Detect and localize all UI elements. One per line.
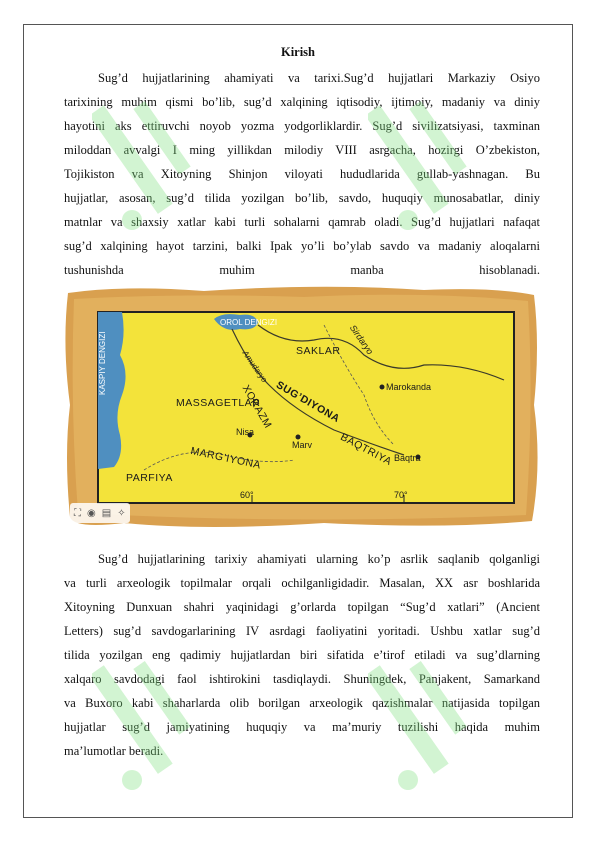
p1-text — [64, 66, 540, 282]
text-line: Tojikiston va Xitoyning Shinjon viloyati hududlarida gullab-yashnagan. Bu — [64, 167, 540, 181]
text-line: Sug’d hujjatlarining ahamiyati va tarixi.Sug’d hujjatlari Markaziy Osiyo — [98, 71, 540, 85]
paragraph-2 — [64, 547, 540, 763]
text-line: xalqaro savdodagi faol ishtirokini tasdiqlaydi. Shuningdek, Panjakent, Samarkand — [64, 672, 540, 686]
text-line: miloddan avvalgi I ming yillikdan milodiy VIII asrgacha, hozirgi O’zbekiston, — [64, 143, 540, 157]
text-line: hujjatlar, asosan, sug’d tilida yozilgan bo’lib, savdo, huquqiy munosabatlar, diniy — [64, 191, 540, 205]
label-margiyona: MARG’IYONA — [189, 445, 262, 472]
label-sirdaryo: Sirdaryo — [347, 323, 376, 357]
text-line: matnlar va shaxsiy xatlar kabi turli sohalarni qamrab oladi. Sug’d hujjatlari nafaqat — [64, 215, 540, 229]
label-kaspiy: KASPIY DENGIZI — [98, 331, 107, 395]
marokanda-dot — [380, 385, 385, 390]
crop-icon[interactable]: ⛶ — [74, 507, 81, 519]
text-line: Letters) sug’d savdogarlarining IV asrdagi faoliyatini yoritadi. Ushbu xatlar sug’d — [64, 624, 540, 638]
label-parfiya: PARFIYA — [126, 472, 173, 484]
text-line: sug’d xalqining hayot tarzini, balki Ipak yo’li bo’ylab savdo va madaniy aloqalarni — [64, 239, 540, 253]
label-xorazm: XORAZM — [239, 383, 274, 431]
clipboard-icon[interactable]: ▤ — [101, 507, 112, 519]
text-line: tilida yozilgan eng qadimiy hujjatlardan biri sifatida e’tirof etiladi va sug’dlarning — [64, 648, 540, 662]
text-line: va turli arxeologik topilmalar orqali ochilganligidadir. Masalan, XX asr boshlarida — [64, 576, 540, 590]
label-saklar: SAKLAR — [296, 345, 341, 357]
label-orol: OROL DENGIZI — [220, 318, 278, 327]
label-70: 70° — [394, 490, 408, 500]
label-sugdiyona: SUG’DIYONA — [274, 379, 342, 426]
text-line: tushunishda muhim manba hisoblanadi. — [64, 263, 540, 277]
historical-map — [64, 285, 540, 528]
label-baqtra: Baqtra — [394, 453, 421, 463]
marv-dot — [296, 435, 301, 440]
label-nisa: Nisa — [236, 427, 255, 437]
label-60: 60° — [240, 490, 254, 500]
text-line: hayotini aks ettiruvchi noyob yozma yodgorliklardir. Sug’d sivilizatsiyasi, taxminan — [64, 119, 540, 133]
label-marokanda: Marokanda — [386, 382, 432, 392]
label-amudaryo: Amudaryo — [240, 349, 269, 385]
text-line: tarixining muhim qismi bo’lib, sug’d xalqining iqtisodiy, ijtimoiy, madaniy va diniy — [64, 95, 540, 109]
sparkle-icon[interactable]: ✧ — [117, 507, 126, 519]
label-massagetlar: MASSAGETLAR — [176, 397, 261, 409]
text-line: Xitoyning Dunxuan shahri yaqinidagi g’orlarda topilgan “Sug’d xatlari” (Ancient — [64, 600, 540, 614]
label-marv: Marv — [292, 440, 312, 450]
label-baqtriya: BAQTRIYA — [338, 431, 394, 469]
image-toolbar — [70, 503, 130, 523]
text-line: va Buxoro kabi shaharlarda olib borilgan arxeologik qazishmalar natijasida topilgan — [64, 696, 540, 710]
text-line: hujjatlar sug’d jamiyatining huquqiy va ma’muriy tuzilishi haqida muhim — [64, 720, 540, 734]
text-line: Sug’d hujjatlarining tarixiy ahamiyati ularning ko’p asrlik saqlanib qolganligi — [98, 552, 540, 566]
camera-icon[interactable]: ◉ — [87, 507, 96, 519]
p2-text — [64, 547, 540, 763]
page-title: Kirish — [280, 45, 316, 59]
paragraph-1 — [64, 66, 540, 282]
text-line: ma’lumotlar beradi. — [64, 744, 164, 758]
map-graphic — [64, 285, 540, 528]
